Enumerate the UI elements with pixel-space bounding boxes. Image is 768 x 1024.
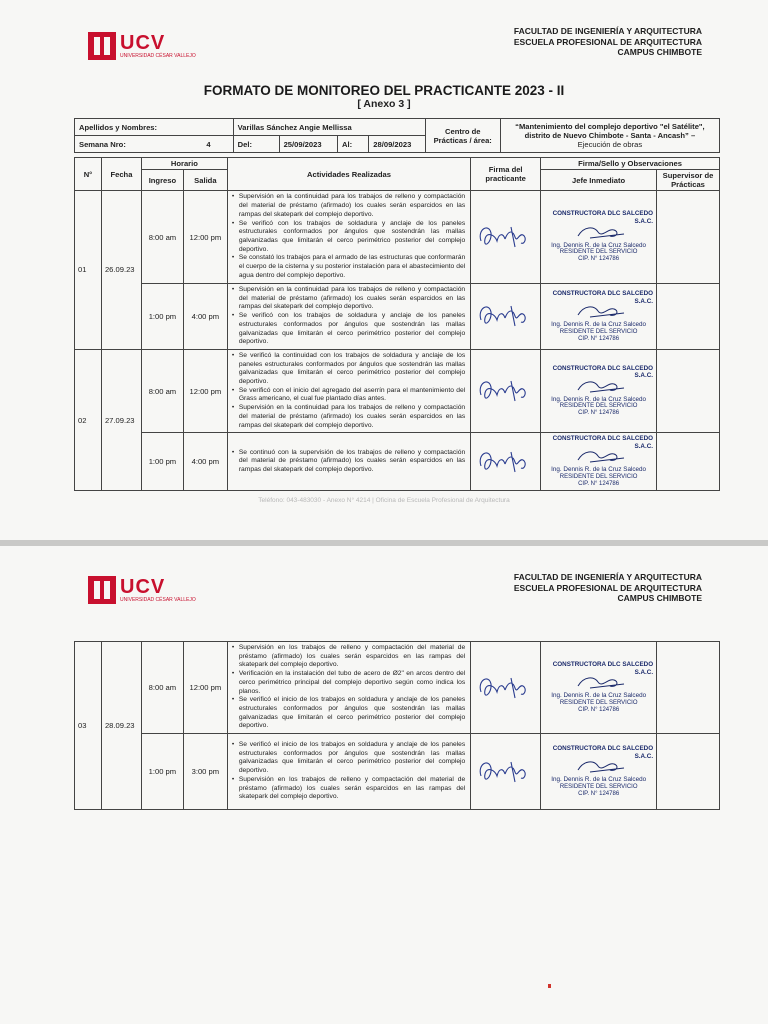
boss-signature <box>564 448 634 464</box>
intern-signature <box>475 446 537 476</box>
activities-table-continued <box>74 641 720 810</box>
ucv-logo: UCV UNIVERSIDAD CÉSAR VALLEJO <box>88 32 196 60</box>
page-title: FORMATO DE MONITOREO DEL PRACTICANTE 2023 - II <box>203 83 565 98</box>
col-supervisor: Supervisor de Prácticas <box>657 170 720 191</box>
intern-signature-cell <box>471 734 541 810</box>
activity-item: • Supervisión en los trabajos de relleno y compactación del material de préstamo (afirmado) los cuales serán esparcidos en las rampas del skatepark del complejo deportivo. <box>231 776 465 802</box>
supervisor-cell <box>657 349 720 432</box>
row-date: 28.09.23 <box>101 642 141 810</box>
time-out: 4:00 pm <box>183 284 227 350</box>
red-ink-mark <box>548 984 551 988</box>
activities-cell <box>227 433 470 491</box>
supervisor-cell <box>657 433 720 491</box>
time-in: 8:00 am <box>141 349 183 432</box>
from-value: 25/09/2023 <box>279 136 337 153</box>
intern-signature-cell <box>471 642 541 734</box>
col-signatures: Firma/Sello y Observaciones <box>541 158 720 170</box>
annex-label: [ Anexo 3 ] <box>357 98 411 110</box>
boss-stamp-cell <box>541 433 657 491</box>
intern-signature <box>475 375 537 405</box>
time-out: 3:00 pm <box>183 734 227 810</box>
intern-signature-cell <box>471 191 541 284</box>
activity-item: • Supervisión en los trabajos de relleno y compactación del material de préstamo (afirmado) los cuales serán esparcidos en las rampas del skatepark del complejo deportivo. <box>231 644 465 670</box>
col-num: N° <box>75 158 102 191</box>
activity-item: • Supervisión en la continuidad para los trabajos de relleno y compactación del material de préstamo (afirmado) los cuales serán esparcidos en las rampas del skatepark del complejo deportivo. <box>231 193 465 219</box>
activity-item: • Se constató los trabajos para el armado de las estructuras que conformarán el cuerpo de la cisterna y su posterior instalación para el abastecimiento del agua dentro del complejo deportivo. <box>231 254 465 280</box>
center-label: Centro de Prácticas / área: <box>425 119 500 153</box>
center-value: “Mantenimiento del complejo deportivo "el Satélite", distrito de Nuevo Chimbote - Santa - Ancash” – Ejecución de obras <box>500 119 719 153</box>
activity-item: • Se verificó con los trabajos de soldadura y anclaje de los paneles estructurales conformados por ángulos que sostendrán las mallas galvanizadas que limitarán el cerco perimétrico posterior del complejo deportivo. <box>231 220 465 255</box>
boss-stamp-cell <box>541 642 657 734</box>
company-stamp: CONSTRUCTORA DLC SALCEDO S.A.C. Ing. Dennis R. de la Cruz Salcedo RESIDENTE DEL SERVICIO CIP. N° 124786 <box>551 364 654 417</box>
boss-stamp-cell <box>541 734 657 810</box>
activity-item: • Supervisión en la continuidad para los trabajos de relleno y compactación del material de préstamo (afirmado) los cuales serán esparcidos en las rampas del skatepark del complejo deportivo. <box>231 286 465 312</box>
col-schedule: Horario <box>141 158 227 170</box>
time-in: 1:00 pm <box>141 734 183 810</box>
intern-signature <box>475 221 537 251</box>
row-date: 27.09.23 <box>101 349 141 490</box>
supervisor-cell <box>657 734 720 810</box>
table-row <box>75 284 720 350</box>
supervisor-cell <box>657 642 720 734</box>
table-row <box>75 734 720 810</box>
activity-item: • Se verificó con el inicio del agregado del aserrín para el mantenimiento del Grass americano, el cual fue plantado días antes. <box>231 387 465 404</box>
supervisor-cell <box>657 191 720 284</box>
intern-signature <box>475 300 537 330</box>
ucv-logo: UCV UNIVERSIDAD CÉSAR VALLEJO <box>88 576 196 604</box>
company-stamp: CONSTRUCTORA DLC SALCEDO S.A.C. Ing. Dennis R. de la Cruz Salcedo RESIDENTE DEL SERVICIO CIP. N° 124786 <box>551 210 654 263</box>
activity-item: • Se verificó el inicio de los trabajos en soldadura y anclaje de los paneles estructurales conformados por ángulos que sostendrán las mallas galvanizadas que limitarán el cerco perimétrico posterior del complejo deportivo. <box>231 696 465 731</box>
to-value: 28/09/2023 <box>369 136 425 153</box>
col-activities: Actividades Realizadas <box>227 158 470 191</box>
activity-item: • Supervisión en la continuidad para los trabajos de relleno y compactación del material de préstamo (afirmado) los cuales serán esparcidos en las rampas del skatepark del complejo deportivo. <box>231 404 465 430</box>
time-in: 1:00 pm <box>141 433 183 491</box>
faculty-header: FACULTAD DE INGENIERÍA Y ARQUITECTURA ESCUELA PROFESIONAL DE ARQUITECTURA CAMPUS CHIMBOTE <box>513 26 702 58</box>
names-label: Apellidos y Nombres: <box>75 119 234 136</box>
intern-signature-cell <box>471 284 541 350</box>
col-out: Salida <box>183 170 227 191</box>
table-row <box>75 642 720 734</box>
boss-signature <box>564 224 634 240</box>
faculty-header: FACULTAD DE INGENIERÍA Y ARQUITECTURA ESCUELA PROFESIONAL DE ARQUITECTURA CAMPUS CHIMBOTE <box>513 572 702 604</box>
col-intern-signature: Firma del practicante <box>471 158 541 191</box>
activities-cell <box>227 349 470 432</box>
col-in: Ingreso <box>141 170 183 191</box>
week-label: Semana Nro: 4 <box>75 136 234 153</box>
activity-item: • Se verificó el inicio de los trabajos en soldadura y anclaje de los paneles estructurales conformados por ángulos que sostendrán las mallas galvanizadas que limitarán el cerco perimétrico posterior del complejo deportivo. <box>231 741 465 776</box>
from-label: Del: <box>233 136 279 153</box>
intern-signature <box>475 756 537 786</box>
time-out: 4:00 pm <box>183 433 227 491</box>
to-label: Al: <box>338 136 369 153</box>
boss-stamp-cell <box>541 284 657 350</box>
row-date: 26.09.23 <box>101 191 141 350</box>
col-boss: Jefe Inmediato <box>541 170 657 191</box>
activity-item: • Se continuó con la supervisión de los trabajos de relleno y compactación del material de préstamo (afirmado) los cuales serán esparcidos en las rampas del skatepark del complejo deportivo. <box>231 449 465 475</box>
intern-signature <box>475 672 537 702</box>
time-in: 1:00 pm <box>141 284 183 350</box>
names-value: Varillas Sánchez Angie Mellissa <box>233 119 425 136</box>
col-date: Fecha <box>101 158 141 191</box>
intern-signature-cell <box>471 433 541 491</box>
time-in: 8:00 am <box>141 191 183 284</box>
boss-stamp-cell <box>541 349 657 432</box>
row-number: 01 <box>75 191 102 350</box>
week-value: 4 <box>206 139 211 149</box>
ucv-logo-icon <box>88 32 116 60</box>
ucv-logo-icon <box>88 576 116 604</box>
activities-cell <box>227 191 470 284</box>
boss-signature <box>564 303 634 319</box>
row-number: 02 <box>75 349 102 490</box>
page-2 <box>0 546 768 1024</box>
activities-cell <box>227 642 470 734</box>
row-number: 03 <box>75 642 102 810</box>
company-stamp: CONSTRUCTORA DLC SALCEDO S.A.C. Ing. Dennis R. de la Cruz Salcedo RESIDENTE DEL SERVICIO CIP. N° 124786 <box>551 435 654 488</box>
intern-info-table <box>74 118 720 153</box>
time-in: 8:00 am <box>141 642 183 734</box>
supervisor-cell <box>657 284 720 350</box>
activity-item: • Se verificó la continuidad con los trabajos de soldadura y anclaje de los paneles estructurales conformados por ángulos que sostendrán las mallas galvanizadas que limitarán el cerco perimétrico posterior del complejo deportivo. <box>231 352 465 387</box>
time-out: 12:00 pm <box>183 349 227 432</box>
company-stamp: CONSTRUCTORA DLC SALCEDO S.A.C. Ing. Dennis R. de la Cruz Salcedo RESIDENTE DEL SERVICIO CIP. N° 124786 <box>551 289 654 342</box>
boss-signature <box>564 674 634 690</box>
table-row <box>75 349 720 432</box>
table-row <box>75 433 720 491</box>
boss-stamp-cell <box>541 191 657 284</box>
boss-signature <box>564 378 634 394</box>
activities-cell <box>227 284 470 350</box>
activities-table <box>74 157 720 491</box>
company-stamp: CONSTRUCTORA DLC SALCEDO S.A.C. Ing. Dennis R. de la Cruz Salcedo RESIDENTE DEL SERVICIO CIP. N° 124786 <box>551 661 654 713</box>
intern-signature-cell <box>471 349 541 432</box>
table-row <box>75 191 720 284</box>
company-stamp: CONSTRUCTORA DLC SALCEDO S.A.C. Ing. Dennis R. de la Cruz Salcedo RESIDENTE DEL SERVICIO CIP. N° 124786 <box>551 745 654 797</box>
boss-signature <box>564 758 634 774</box>
activity-item: • Se verificó con los trabajos de soldadura y anclaje de los paneles estructurales conformados por ángulos que sostendrán las mallas galvanizadas que limitarán el cerco perimétrico posterior del complejo deportivo. <box>231 312 465 347</box>
activity-item: • Verificación en la instalación del tubo de acero de Ø2" en arcos dentro del cerco perimétrico principal del complejo deportivo según como indica los planos. <box>231 670 465 696</box>
time-out: 12:00 pm <box>183 191 227 284</box>
activities-cell <box>227 734 470 810</box>
time-out: 12:00 pm <box>183 642 227 734</box>
page-footer: Teléfono: 043-483030 - Anexo N° 4214 | Oficina de Escuela Profesional de Arquitectura <box>258 497 510 504</box>
